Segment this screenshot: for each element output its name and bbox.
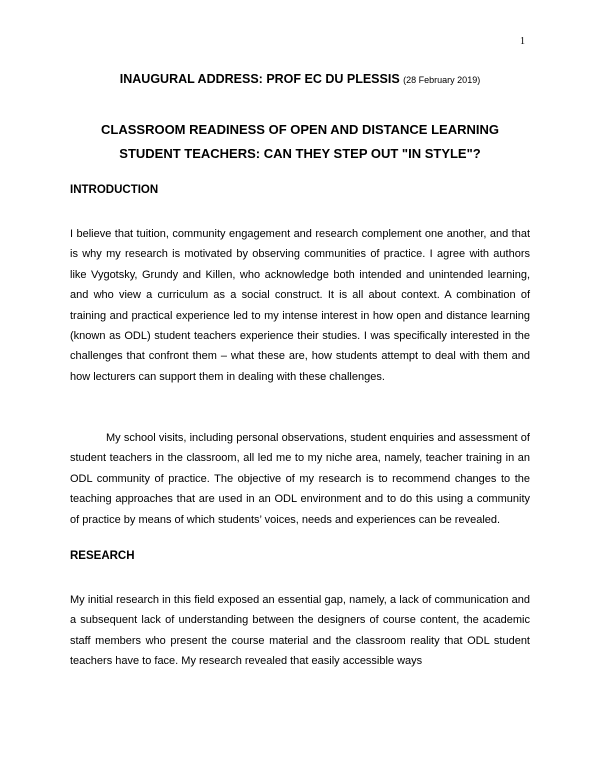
address-date: (28 February 2019) xyxy=(403,75,481,85)
page-number: 1 xyxy=(520,36,525,47)
research-heading: RESEARCH xyxy=(70,550,135,562)
inaugural-address-line xyxy=(0,72,600,86)
document-title: CLASSROOM READINESS OF OPEN AND DISTANCE LEARNING STUDENT TEACHERS: CAN THEY STEP OUT "IN STYLE"? xyxy=(101,122,499,161)
introduction-paragraph-2: My school visits, including personal observations, student enquiries and assessment of student teachers in the classroom, all led me to my niche area, namely, teacher training in an ODL community of practice. The objective of my research is to recommend changes to the teaching approaches that are used in an ODL environment and to do this using a community of practice by means of which students’ voices, needs and experiences can be revealed. xyxy=(70,432,530,526)
address-title: INAUGURAL ADDRESS: PROF EC DU PLESSIS xyxy=(119,72,400,86)
introduction-heading: INTRODUCTION xyxy=(70,184,159,196)
research-paragraph-1: My initial research in this field exposed an essential gap, namely, a lack of communication and a subsequent lack of understanding between the designers of course content, the academic staff members who present the course material and the classroom reality that ODL student teachers have to face. My research revealed that easily accessible ways xyxy=(70,594,530,668)
introduction-paragraph-1: I believe that tuition, community engagement and research complement one another, and that is why my research is motivated by observing communities of practice. I agree with authors like Vygotsky, Grundy and Killen, who acknowledge both intended and unintended learning, and who view a curriculum as a social construct. It is all about context. A combination of training and practical experience led to my intense interest in how open and distance learning (known as ODL) student teachers experience their studies. I was specifically interested in the challenges that confront them – what these are, how students attempt to deal with them and how lecturers can support them in dealing with these challenges. xyxy=(70,228,530,383)
